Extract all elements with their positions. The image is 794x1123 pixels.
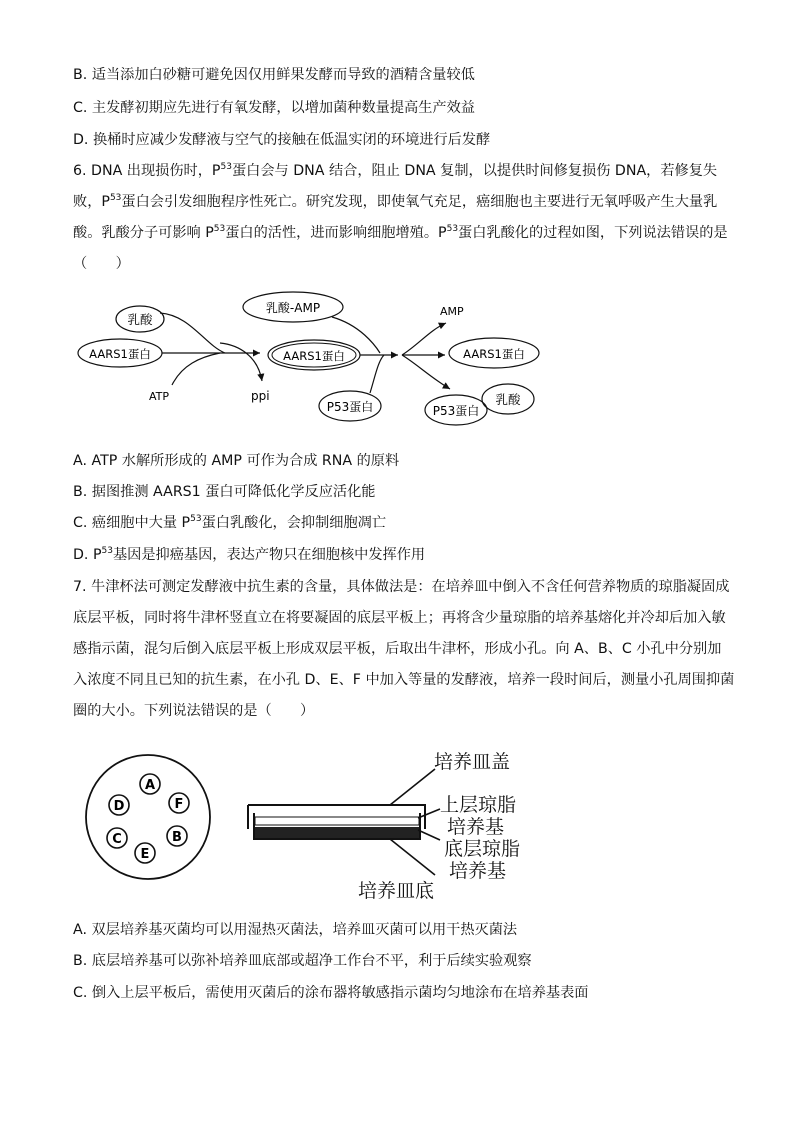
upper-agar-layer	[255, 817, 419, 825]
lower-agar-leader	[418, 830, 440, 840]
q6-stem-line4: （ ）	[73, 256, 130, 272]
q6-option-b: B. 据图推测 AARS1 蛋白可降低化学反应活化能	[73, 484, 376, 500]
medium-label-2: 培养基	[449, 860, 507, 882]
bottom-leader	[390, 839, 435, 875]
p53-out-arrow	[402, 355, 450, 389]
hole-c-label: C	[112, 832, 122, 847]
upper-agar-leader	[418, 809, 440, 818]
lower-agar-label: 底层琼脂	[444, 838, 521, 860]
aars1-out-label: AARS1蛋白	[463, 347, 525, 361]
q7-option-c: C. 倒入上层平板后，需使用灭菌后的涂布器将敏感指示菌均匀地涂布在培养基表面	[73, 985, 589, 1001]
upper-agar-label: 上层琼脂	[440, 794, 517, 816]
lactate-label: 乳酸	[127, 312, 153, 327]
amp-arrow	[402, 323, 446, 355]
q6-option-a: A. ATP 水解所形成的 AMP 可作为合成 RNA 的原料	[73, 453, 400, 469]
bottom-label: 培养皿底	[358, 880, 435, 902]
lower-agar-layer	[255, 827, 419, 838]
ppi-arrow	[220, 343, 262, 381]
amp-label: AMP	[440, 305, 464, 318]
lactate-arrow	[160, 313, 225, 353]
q7-stem-line4: 入浓度不同且已知的抗生素，在小孔 D、E、F 中加入等量的发酵液，培养一段时间后，测量小孔周围抑菌	[73, 672, 735, 688]
aars1-complex-label: AARS1蛋白	[283, 349, 345, 363]
ppi-label: ppi	[251, 389, 270, 403]
q6-stem-line1: 6. DNA 出现损伤时，$P^{53}$蛋白会与 DNA 结合，阻止 DNA 复制，以提供时间修复损伤 DNA，若修复失	[73, 162, 718, 179]
hole-e-label: E	[140, 847, 150, 862]
q7-stem-line5: 圈的大小。下列说法错误的是（ ）	[73, 703, 315, 719]
p53-out-label: P53蛋白	[432, 404, 480, 418]
q6-option-d: D. $P^{53}$基因是抑癌基因，表达产物只在细胞核中发挥作用	[73, 546, 426, 563]
hole-f-label: F	[174, 797, 184, 812]
p53-label: P53蛋白	[326, 400, 374, 414]
lid-leader	[390, 769, 435, 805]
lactylation-diagram	[70, 285, 550, 435]
p53-curve	[370, 355, 384, 393]
hole-a-label: A	[144, 778, 156, 793]
q7-option-a: A. 双层培养基灭菌均可以用湿热灭菌法，培养皿灭菌可以用干热灭菌法	[73, 922, 518, 938]
lid-label: 培养皿盖	[434, 751, 511, 773]
medium-label-1: 培养基	[447, 816, 505, 838]
q6-option-c: C. 癌细胞中大量 $P^{53}$蛋白乳酸化，会抑制细胞凋亡	[73, 514, 387, 531]
hole-d-label: D	[113, 799, 125, 814]
q5-option-c: C. 主发酵初期应先进行有氧发酵，以增加菌种数量提高生产效益	[73, 100, 475, 116]
petri-dish-top-view	[80, 752, 220, 892]
q6-stem-line3: 酸。乳酸分子可影响 $P^{53}$蛋白的活性，进而影响细胞增殖。$P^{53}$蛋白乳酸化的过程如图，下列说法错误的是	[73, 224, 728, 241]
hole-b-label: B	[172, 830, 182, 845]
q7-stem-line2: 底层平板，同时将牛津杯竖直立在将要凝固的底层平板上；再将含少量琼脂的培养基熔化并冷却后加入敏	[73, 610, 726, 626]
lactate-out-label: 乳酸	[495, 392, 521, 407]
q6-stem-line2: 败，$P^{53}$蛋白会引发细胞程序性死亡。研究发现，即使氧气充足，癌细胞也主要进行无氧呼吸产生大量乳	[73, 193, 718, 210]
q5-option-d: D. 换桶时应减少发酵液与空气的接触在低温实闭的环境进行后发酵	[73, 132, 491, 148]
q7-option-b: B. 底层培养基可以弥补培养皿底部或超净工作台不平，利于后续实验观察	[73, 953, 532, 969]
atp-arrow	[172, 353, 220, 385]
q7-stem-line1: 7. 牛津杯法可测定发酵液中抗生素的含量，具体做法是：在培养皿中倒入不含任何营养物质的琼脂凝固成	[73, 579, 730, 595]
q5-option-b: B. 适当添加白砂糖可避免因仅用鲜果发酵而导致的酒精含量较低	[73, 67, 475, 83]
lactyl-amp-label: 乳酸-AMP	[265, 301, 321, 315]
atp-label: ATP	[149, 390, 170, 403]
q7-stem-line3: 感指示菌，混匀后倒入底层平板上形成双层平板，后取出牛津杯，形成小孔。向 A、B、C 小孔中分别加	[73, 641, 722, 657]
lactyl-amp-curve	[332, 317, 380, 353]
aars1-label: AARS1蛋白	[89, 347, 151, 361]
